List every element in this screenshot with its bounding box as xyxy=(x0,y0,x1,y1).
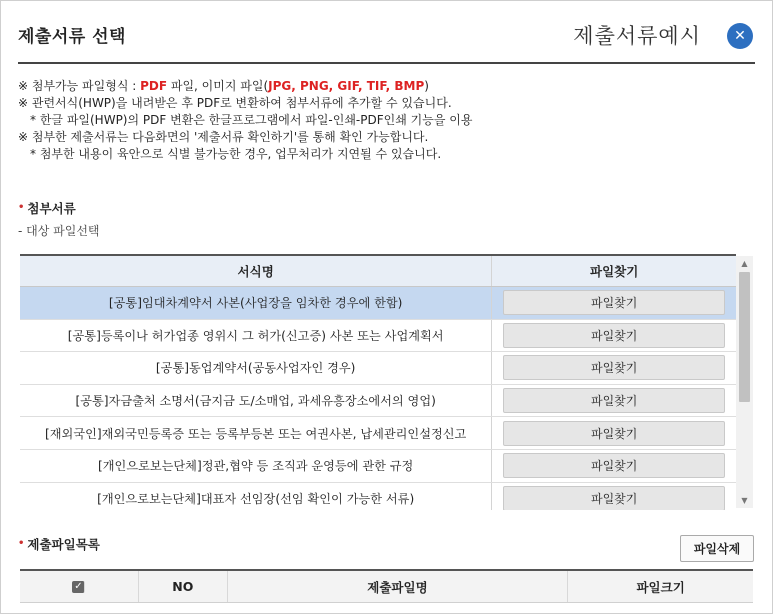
table-row[interactable] xyxy=(20,417,736,450)
close-icon: ✕ xyxy=(734,28,746,44)
column-header-file-name: 제출파일명 xyxy=(228,571,569,602)
file-find-button[interactable]: 파일찾기 xyxy=(503,290,725,315)
table-row[interactable] xyxy=(20,352,736,385)
table-scrollbar[interactable] xyxy=(736,256,753,508)
scroll-thumb[interactable] xyxy=(739,272,750,402)
note-line: ※ 관련서식(HWP)을 내려받은 후 PDF로 변환하여 첨부서류에 추가할 수 있습니다. xyxy=(18,96,452,110)
file-find-button[interactable]: 파일찾기 xyxy=(503,486,725,510)
file-find-cell xyxy=(492,320,736,352)
bullet-icon: • xyxy=(18,202,25,213)
note-line: ※ 첨부한 제출서류는 다음화면의 '제출서류 확인하기'를 통해 확인 가능합니다. xyxy=(18,130,429,144)
form-name-cell: [공통]임대차계약서 사본(사업장을 임차한 경우에 한함) xyxy=(20,287,492,319)
note-text: ) xyxy=(424,79,429,93)
file-find-cell xyxy=(492,352,736,384)
close-button[interactable] xyxy=(727,23,753,49)
table-row[interactable] xyxy=(20,450,736,483)
file-find-button[interactable]: 파일찾기 xyxy=(503,388,725,413)
file-find-cell xyxy=(492,483,736,510)
file-find-button[interactable]: 파일찾기 xyxy=(503,323,725,348)
target-file-select-label: - 대상 파일선택 xyxy=(18,224,100,238)
submitted-files-table xyxy=(20,569,753,603)
form-name-cell: [공통]등록이나 허가업종 영위시 그 허가(신고증) 사본 또는 사업계획서 xyxy=(20,320,492,352)
note-line: * 한글 파일(HWP)의 PDF 변환은 한글프로그램에서 파일-인쇄-PDF인쇄 기능을 이용 xyxy=(30,113,473,127)
form-name-cell: [개인으로보는단체]정관,협약 등 조직과 운영등에 관한 규정 xyxy=(20,450,492,482)
form-name-cell: [공통]동업계약서(공동사업자인 경우) xyxy=(20,352,492,384)
file-format-highlight: JPG, PNG, GIF, TIF, BMP xyxy=(268,79,425,93)
file-find-cell xyxy=(492,385,736,417)
form-name-cell: [재외국인]재외국민등록증 또는 등록부등본 또는 여권사본, 납세관리인설정신고 xyxy=(20,417,492,449)
table-row[interactable] xyxy=(20,483,736,510)
delete-file-button[interactable]: 파일삭제 xyxy=(680,535,754,562)
note-line xyxy=(18,78,472,95)
column-header-form-name: 서식명 xyxy=(20,256,492,286)
table-body xyxy=(20,287,736,510)
file-find-button[interactable]: 파일찾기 xyxy=(503,355,725,380)
dialog-title: 제출서류 선택 xyxy=(18,27,126,47)
table-row[interactable] xyxy=(20,287,736,320)
scroll-up-icon[interactable]: ▲ xyxy=(741,259,748,268)
header-divider xyxy=(18,62,755,64)
sample-documents-title: 제출서류예시 xyxy=(573,24,701,48)
table-header xyxy=(20,256,736,287)
attach-documents-table xyxy=(20,254,736,510)
form-name-cell: [개인으로보는단체]대표자 선임장(선임 확인이 가능한 서류) xyxy=(20,483,492,510)
note-text: ※ 첨부가능 파일형식 : xyxy=(18,79,141,93)
column-header-file-size: 파일크기 xyxy=(636,579,685,595)
note-text: 파일, 이미지 파일( xyxy=(167,79,269,93)
form-name-cell: [공통]자금출처 소명서(금지금 도/소매업, 과세유흥장소에서의 영업) xyxy=(20,385,492,417)
column-header-check xyxy=(20,571,139,602)
file-find-cell xyxy=(492,450,736,482)
file-format-highlight: PDF xyxy=(140,79,168,93)
bullet-icon: • xyxy=(18,538,25,549)
note-line: * 첨부한 내용이 육안으로 식별 불가능한 경우, 업무처리가 지연될 수 있습니다. xyxy=(30,147,442,161)
select-all-checkbox[interactable]: ✓ xyxy=(72,581,85,593)
table-row[interactable] xyxy=(20,320,736,353)
file-find-cell xyxy=(492,417,736,449)
submit-section-label: • 제출파일목록 xyxy=(18,537,100,552)
file-find-button[interactable]: 파일찾기 xyxy=(503,453,725,478)
file-find-button[interactable]: 파일찾기 xyxy=(503,421,725,446)
instruction-notes xyxy=(18,78,472,163)
column-header-file-find: 파일찾기 xyxy=(590,264,639,279)
table-row[interactable] xyxy=(20,385,736,418)
submitted-table-header xyxy=(20,571,753,603)
dialog-header xyxy=(0,0,773,70)
scroll-down-icon[interactable]: ▼ xyxy=(741,496,748,505)
file-find-cell xyxy=(492,287,736,319)
attach-section-label: • 첨부서류 xyxy=(18,201,76,216)
column-header-no: NO xyxy=(139,571,228,602)
